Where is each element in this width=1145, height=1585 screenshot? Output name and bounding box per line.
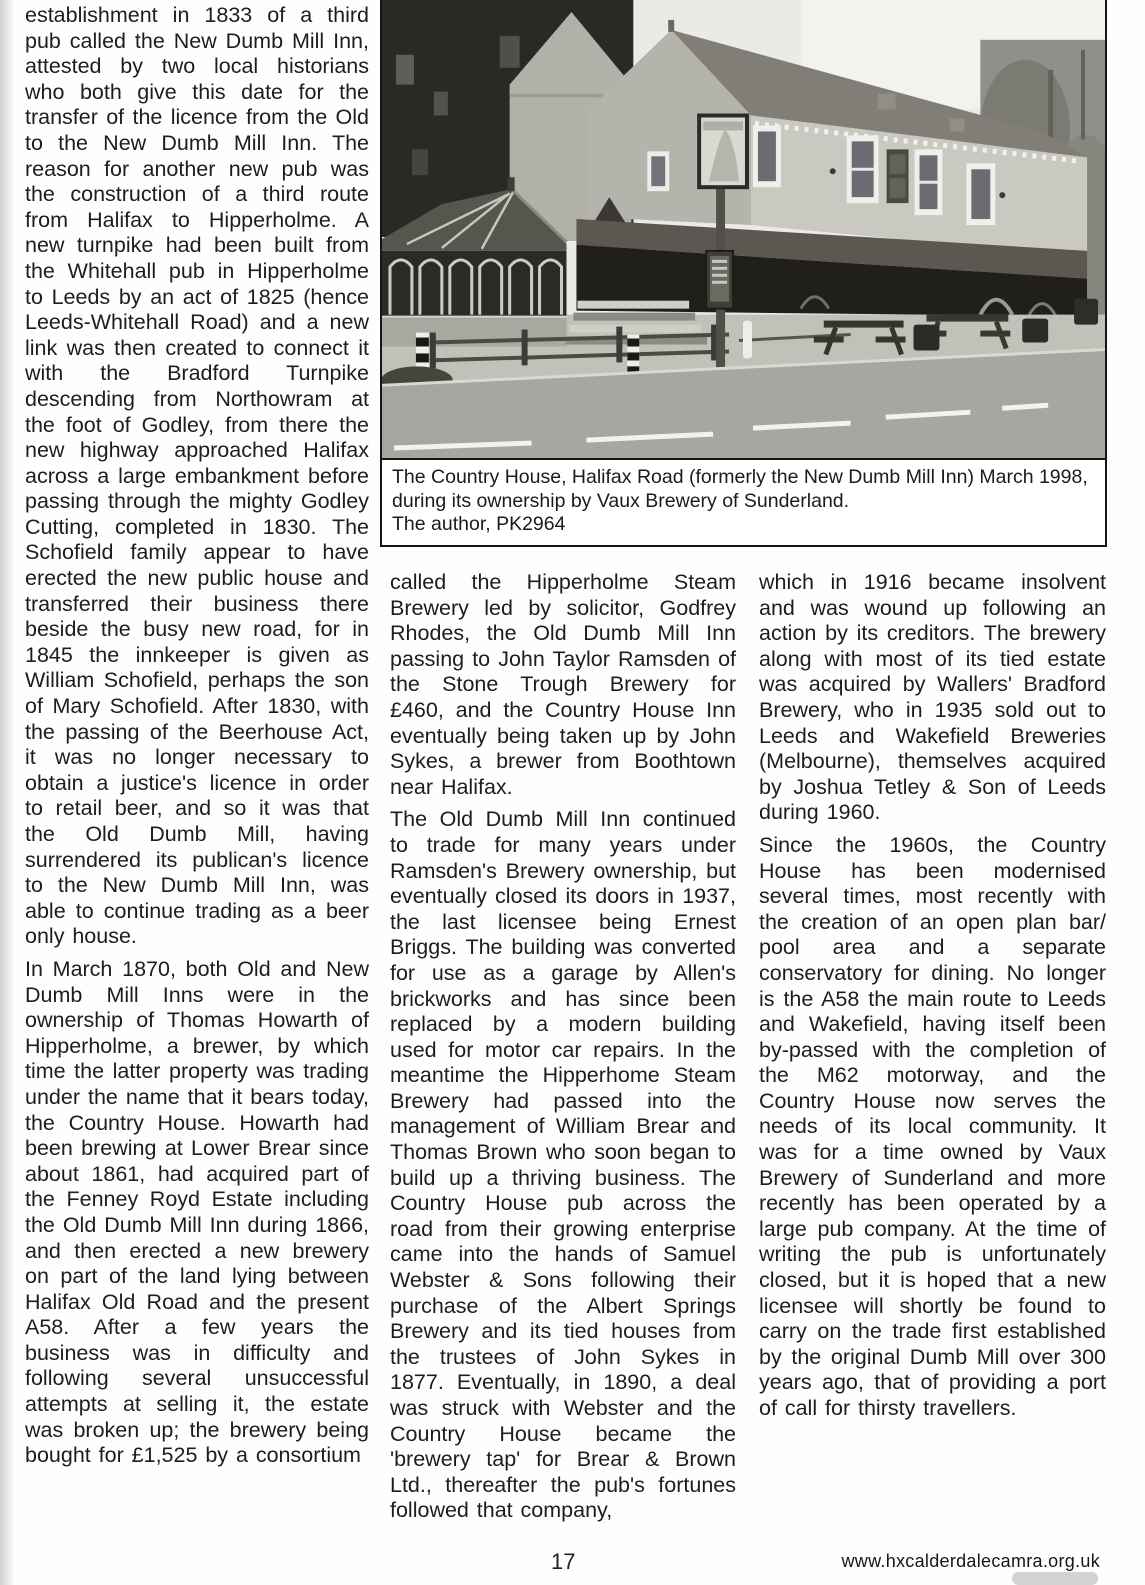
- caption-line: during its ownership by Vaux Brewery of Sunderland.: [392, 489, 850, 512]
- pub-photo-figure: [380, 0, 1107, 547]
- caption-line: The Country House, Halifax Road (formerly the New Dumb Mill Inn) March 1998,: [392, 466, 1088, 488]
- pub-photo: [382, 0, 1105, 458]
- article-column-right: [759, 570, 1106, 1429]
- paragraph: which in 1916 became insolvent and was wound up following an action by its creditors. The brewery along with most of its tied estate was acquired by Wallers' Bradford Brewery, who in 1935 sold out to Leeds and Wakefield Breweries (Melbourne), themselves acquired by Joshua Tetley & Son of Leeds during 1960.: [759, 570, 1106, 825]
- paragraph: In March 1870, both Old and New Dumb Mill Inns were in the ownership of Thomas Howarth of Hipperholme, a brewer, by which time the latter property was trading under the name that it bears today, the Country House. Howarth had been brewing at Lower Brear since about 1861, had acquired part of the Fenney Royd Estate including the Old Dumb Mill Inn during 1866, and then erected a new brewery on part of the land lying between Halifax Old Road and the present A58. After a few years the business was in difficulty and following several unsuccessful attempts at selling it, the estate was broken up; the brewery being bought for £1,525 by a consortium: [25, 956, 369, 1468]
- photo-caption: [382, 458, 1105, 545]
- paragraph: Since the 1960s, the Country House has been modernised several times, most recently with the creation of an open plan bar/ pool area and a separate conservatory for dining. No longer is the A58 the main route to Leeds and Wakefield, having itself been by-passed with the completion of the M62 motorway, and the Country House now serves the needs of its local community. It was for a time owned by Vaux Brewery of Sunderland and more recently has been operated by a large pub company. At the time of writing the pub is unfortunately closed, but it is hoped that a new licensee will shortly be found to carry on the trade first established by the original Dumb Mill over 300 years ago, that of providing a port of call for thirsty travellers.: [759, 832, 1106, 1420]
- caption-credit: The author, PK2964: [392, 513, 566, 535]
- article-column-middle: [390, 570, 736, 1531]
- page-number: 17: [551, 1549, 576, 1574]
- scan-edge-shadow: [0, 0, 13, 1585]
- paragraph: establishment in 1833 of a third pub called the New Dumb Mill Inn, attested by two local historians who both give this date for the transfer of the licence from the Old to the New Dumb Mill Inn. The reason for another new pub was the construction of a third route from Halifax to Hipperholme. A new turnpike had been built from the Whitehall pub in Hipperholme to Leeds by an act of 1825 (hence Leeds-Whitehall Road) and a new link was then created to connect it with the Bradford Turnpike descending from Northowram at the foot of Godley, from there the new highway approached Halifax across a large embankment before passing through the mighty Godley Cutting, completed in 1830. The Schofield family appear to have erected the new public house and transferred their business there beside the busy new road, for in 1845 the innkeeper is given as William Schofield, perhaps the son of Mary Schofield. After 1830, with the passing of the Beerhouse Act, it was no longer necessary to obtain a justice's licence in order to retail beer, and so it was that the Old Dumb Mill, having surrendered its publican's licence to the New Dumb Mill Inn, was able to continue trading as a beer only house.: [25, 3, 369, 949]
- article-column-left: [25, 3, 369, 1476]
- paragraph: The Old Dumb Mill Inn continued to trade for many years under Ramsden's Brewery ownership, but eventually closed its doors in 1937, the last licensee being Ernest Briggs. The building was converted for use as a garage by Allen's brickworks and has since been replaced by a modern building used for motor car repairs. In the meantime the Hipperhome Steam Brewery had passed into the management of William Brear and Thomas Brown who soon began to build up a thriving business. The Country House pub across the road from their growing enterprise came into the hands of Samuel Webster & Sons following their purchase of the Albert Springs Brewery and its tied houses from the trustees of John Sykes in 1877. Eventually, in 1890, a deal was struck with Webster and the Country House became the 'brewery tap' for Brear & Brown Ltd., thereafter the pub's fortunes followed that company,: [390, 807, 736, 1523]
- paragraph: called the Hipperholme Steam Brewery led by solicitor, Godfrey Rhodes, the Old Dumb Mill Inn passing to John Taylor Ramsden of the Stone Trough Brewery for £460, and the Country House Inn eventually being taken up by John Sykes, a brewer from Boothtown near Halifax.: [390, 570, 736, 799]
- scan-smudge: [1012, 1572, 1098, 1585]
- website-url: www.hxcalderdalecamra.org.uk: [841, 1551, 1100, 1571]
